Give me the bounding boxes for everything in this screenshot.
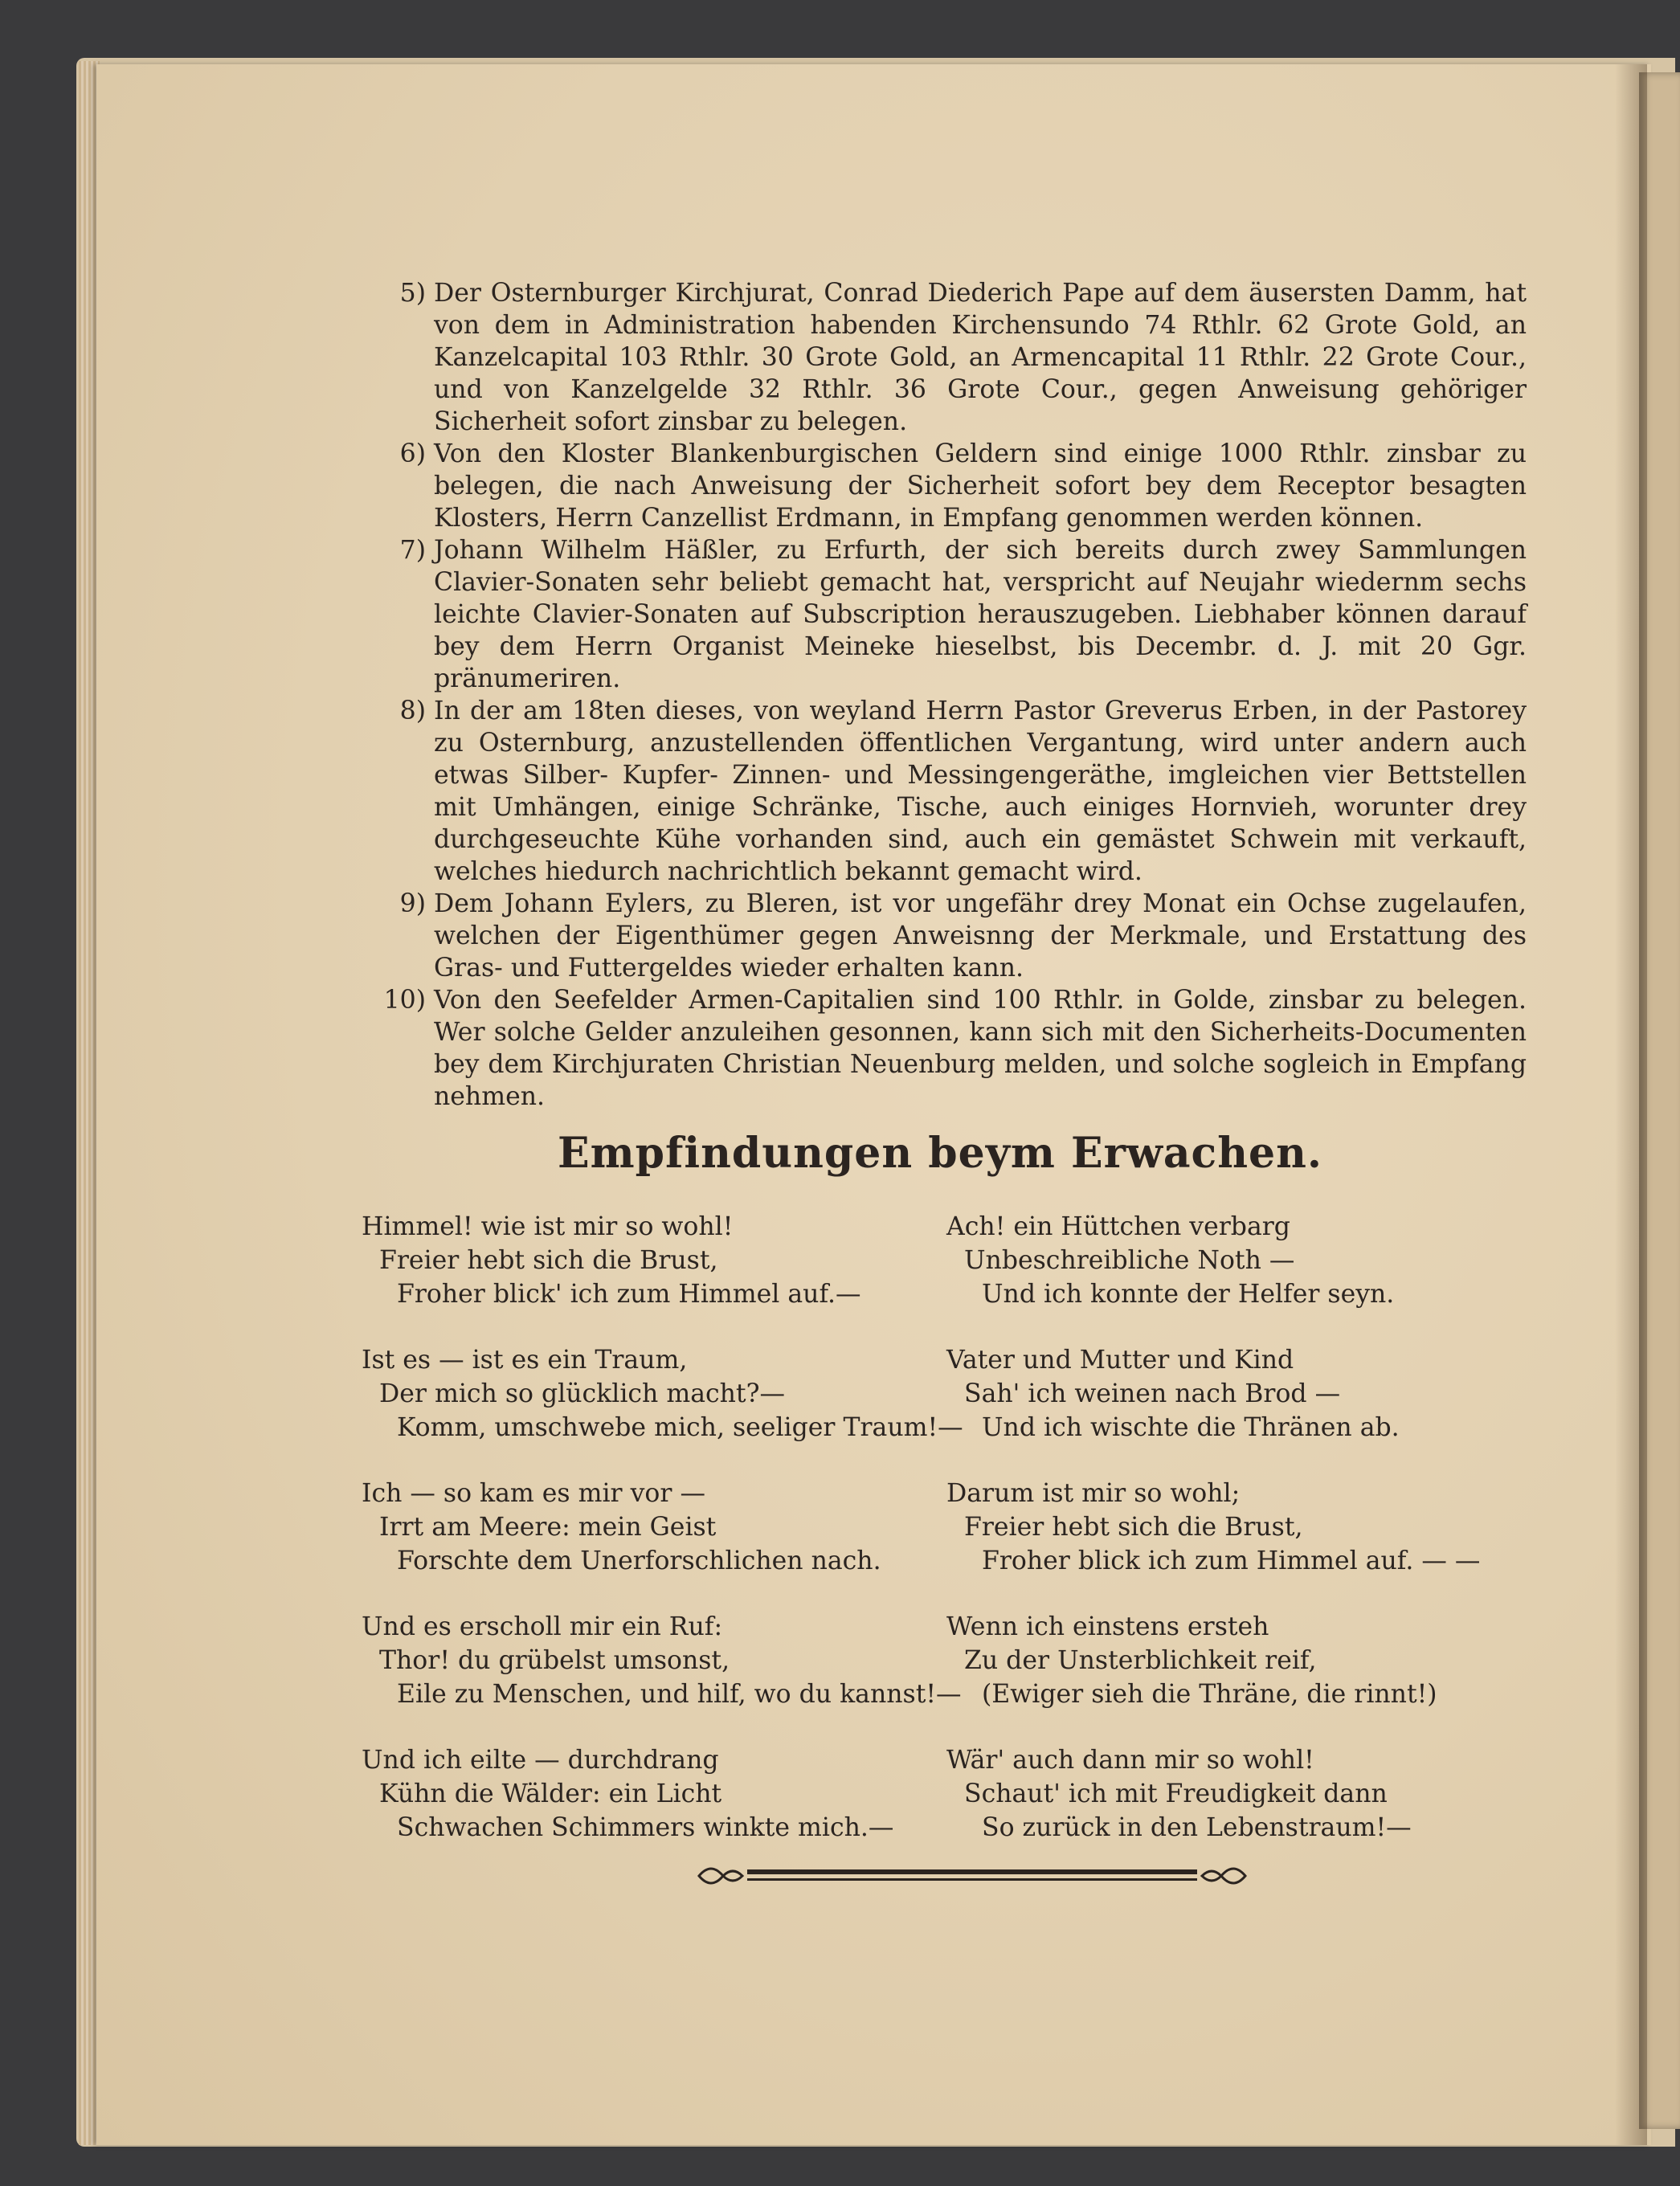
notice-text: In der am 18ten dieses, von weyland Herrn Pastor Greverus Erben, in der Pastorey zu Osternburg, anzustellenden öffentlichen Vergantung, wird unter andern auch etwas Silber- Kupfer- Zinnen- und Messingengeräthe, imgleichen vier Bettstellen mit Umhängen, einige Schränke, Tische, auch einiges Hornvieh, worunter drey durchgeseuchte Kühe vorhanden sind, auch ein gemästet Schwein mit verkauft, welches hiedurch nachrichtlich bekannt gemacht wird.: [434, 697, 1527, 886]
notice-number: 10): [383, 986, 426, 1015]
poem-line: Vater und Mutter und Kind: [946, 1346, 1294, 1375]
poem-line: Zu der Unsterblichkeit reif,: [964, 1646, 1317, 1675]
notice-item: [354, 438, 1527, 534]
poem-line: Ist es — ist es ein Traum,: [362, 1346, 688, 1375]
notice-text: Johann Wilhelm Häßler, zu Erfurth, der sich bereits durch zwey Sammlungen Clavier-Sonaten sehr beliebt gemacht hat, verspricht auf Neujahr wiedernm sechs leichte Clavier-Sonaten auf Subscription herauszugeben. Liebhaber können darauf bey dem Herrn Organist Meineke hieselbst, bis Decembr. d. J. mit 20 Ggr. pränumeriren.: [434, 536, 1527, 693]
stanza: [362, 1343, 963, 1444]
poem-line: Schaut' ich mit Freudigkeit dann: [964, 1779, 1388, 1808]
poem-line: Und ich wischte die Thränen ab.: [982, 1413, 1400, 1442]
notice-text: Von den Seefelder Armen-Capitalien sind 100 Rthlr. in Golde, zinsbar zu belegen. Wer solche Gelder anzuleihen gesonnen, kann sich mit den Sicherheits-Documenten bey dem Kirchjuraten Christian Neuenburg melden, und solche sogleich in Empfang nehmen.: [434, 986, 1527, 1111]
notice-item: [354, 277, 1527, 438]
poem-line: Eile zu Menschen, und hilf, wo du kannst!—: [397, 1680, 962, 1709]
notice-number: 8): [399, 697, 426, 725]
poem-line: Sah' ich weinen nach Brod —: [964, 1379, 1341, 1408]
poem-line: Freier hebt sich die Brust,: [379, 1246, 718, 1275]
poem-line: Freier hebt sich die Brust,: [964, 1513, 1303, 1542]
poem-line: Ich — so kam es mir vor —: [362, 1479, 705, 1508]
notice-number: 9): [399, 889, 426, 918]
stanza: [362, 1210, 940, 1311]
notice-item: [354, 984, 1527, 1113]
poem-line: Schwachen Schimmers winkte mich.—: [397, 1813, 894, 1842]
poem-line: Und ich konnte der Helfer seyn.: [982, 1280, 1395, 1309]
stanza: [946, 1477, 1525, 1578]
notice-item: [354, 888, 1527, 984]
notices-section: [354, 277, 1527, 1113]
gutter-shadow: [1615, 64, 1647, 2145]
poem-line: Unbeschreibliche Noth —: [964, 1246, 1295, 1275]
stanza: [362, 1743, 940, 1845]
stanza: [946, 1610, 1525, 1711]
poem-title: Empfindungen beym Erwachen.: [557, 1129, 1322, 1178]
notice-item: [354, 695, 1527, 888]
poem-line: Froher blick' ich zum Himmel auf.—: [397, 1280, 861, 1309]
poem-line: Wenn ich einstens ersteh: [946, 1612, 1269, 1641]
stanza: [362, 1610, 962, 1711]
ornament-divider-icon: [691, 1856, 1253, 1896]
poem-line: Komm, umschwebe mich, seeliger Traum!—: [397, 1413, 963, 1442]
stanza: [946, 1743, 1525, 1845]
notice-text: Der Osternburger Kirchjurat, Conrad Diederich Pape auf dem äusersten Damm, hat von dem in Administration habenden Kirchensundo 74 Rthlr. 62 Grote Gold, an Kanzelcapital 103 Rthlr. 30 Grote Gold, an Armencapital 11 Rthlr. 22 Grote Cour., und von Kanzelgelde 32 Rthlr. 36 Grote Cour., gegen Anweisung gehöriger Sicherheit sofort zinsbar zu belegen.: [434, 279, 1527, 436]
stanza: [362, 1477, 940, 1578]
poem-line: Der mich so glücklich macht?—: [379, 1379, 785, 1408]
stanza: [946, 1210, 1525, 1311]
poem-left-column: [362, 1210, 963, 1877]
poem-line: Kühn die Wälder: ein Licht: [379, 1779, 722, 1808]
notice-number: 7): [399, 536, 426, 565]
poem-line: Thor! du grübelst umsonst,: [379, 1646, 730, 1675]
stanza: [946, 1343, 1525, 1444]
notice-number: 6): [399, 439, 426, 468]
notice-number: 5): [399, 279, 426, 308]
poem-line: Forschte dem Unerforschlichen nach.: [397, 1547, 881, 1575]
poem-line: So zurück in den Lebenstraum!—: [982, 1813, 1412, 1842]
notice-text: Dem Johann Eylers, zu Bleren, ist vor ungefähr drey Monat ein Ochse zugelaufen, welchen der Eigenthümer gegen Anweisnng der Merkmale, und Erstattung des Gras- und Futtergeldes wieder erhalten kann.: [434, 889, 1527, 983]
poem-line: Himmel! wie ist mir so wohl!: [362, 1212, 734, 1241]
notice-text: Von den Kloster Blankenburgischen Geldern sind einige 1000 Rthlr. zinsbar zu belegen, die nach Anweisung der Sicherheit sofort bey dem Receptor besagten Klosters, Herrn Canzellist Erdmann, in Empfang genommen werden können.: [434, 439, 1527, 533]
poem-line: Und ich eilte — durchdrang: [362, 1746, 719, 1775]
poem-line: Darum ist mir so wohl;: [946, 1479, 1241, 1508]
poem-right-column: [946, 1210, 1525, 1877]
poem-line: Froher blick ich zum Himmel auf. — —: [982, 1547, 1481, 1575]
poem-line: Ach! ein Hüttchen verbarg: [946, 1212, 1290, 1241]
poem-line: Irrt am Meere: mein Geist: [379, 1513, 717, 1542]
notice-item: [354, 534, 1527, 695]
poem-line: Wär' auch dann mir so wohl!: [946, 1746, 1314, 1775]
poem-line: Und es erscholl mir ein Ruf:: [362, 1612, 723, 1641]
poem-line: (Ewiger sieh die Thräne, die rinnt!): [982, 1680, 1437, 1709]
